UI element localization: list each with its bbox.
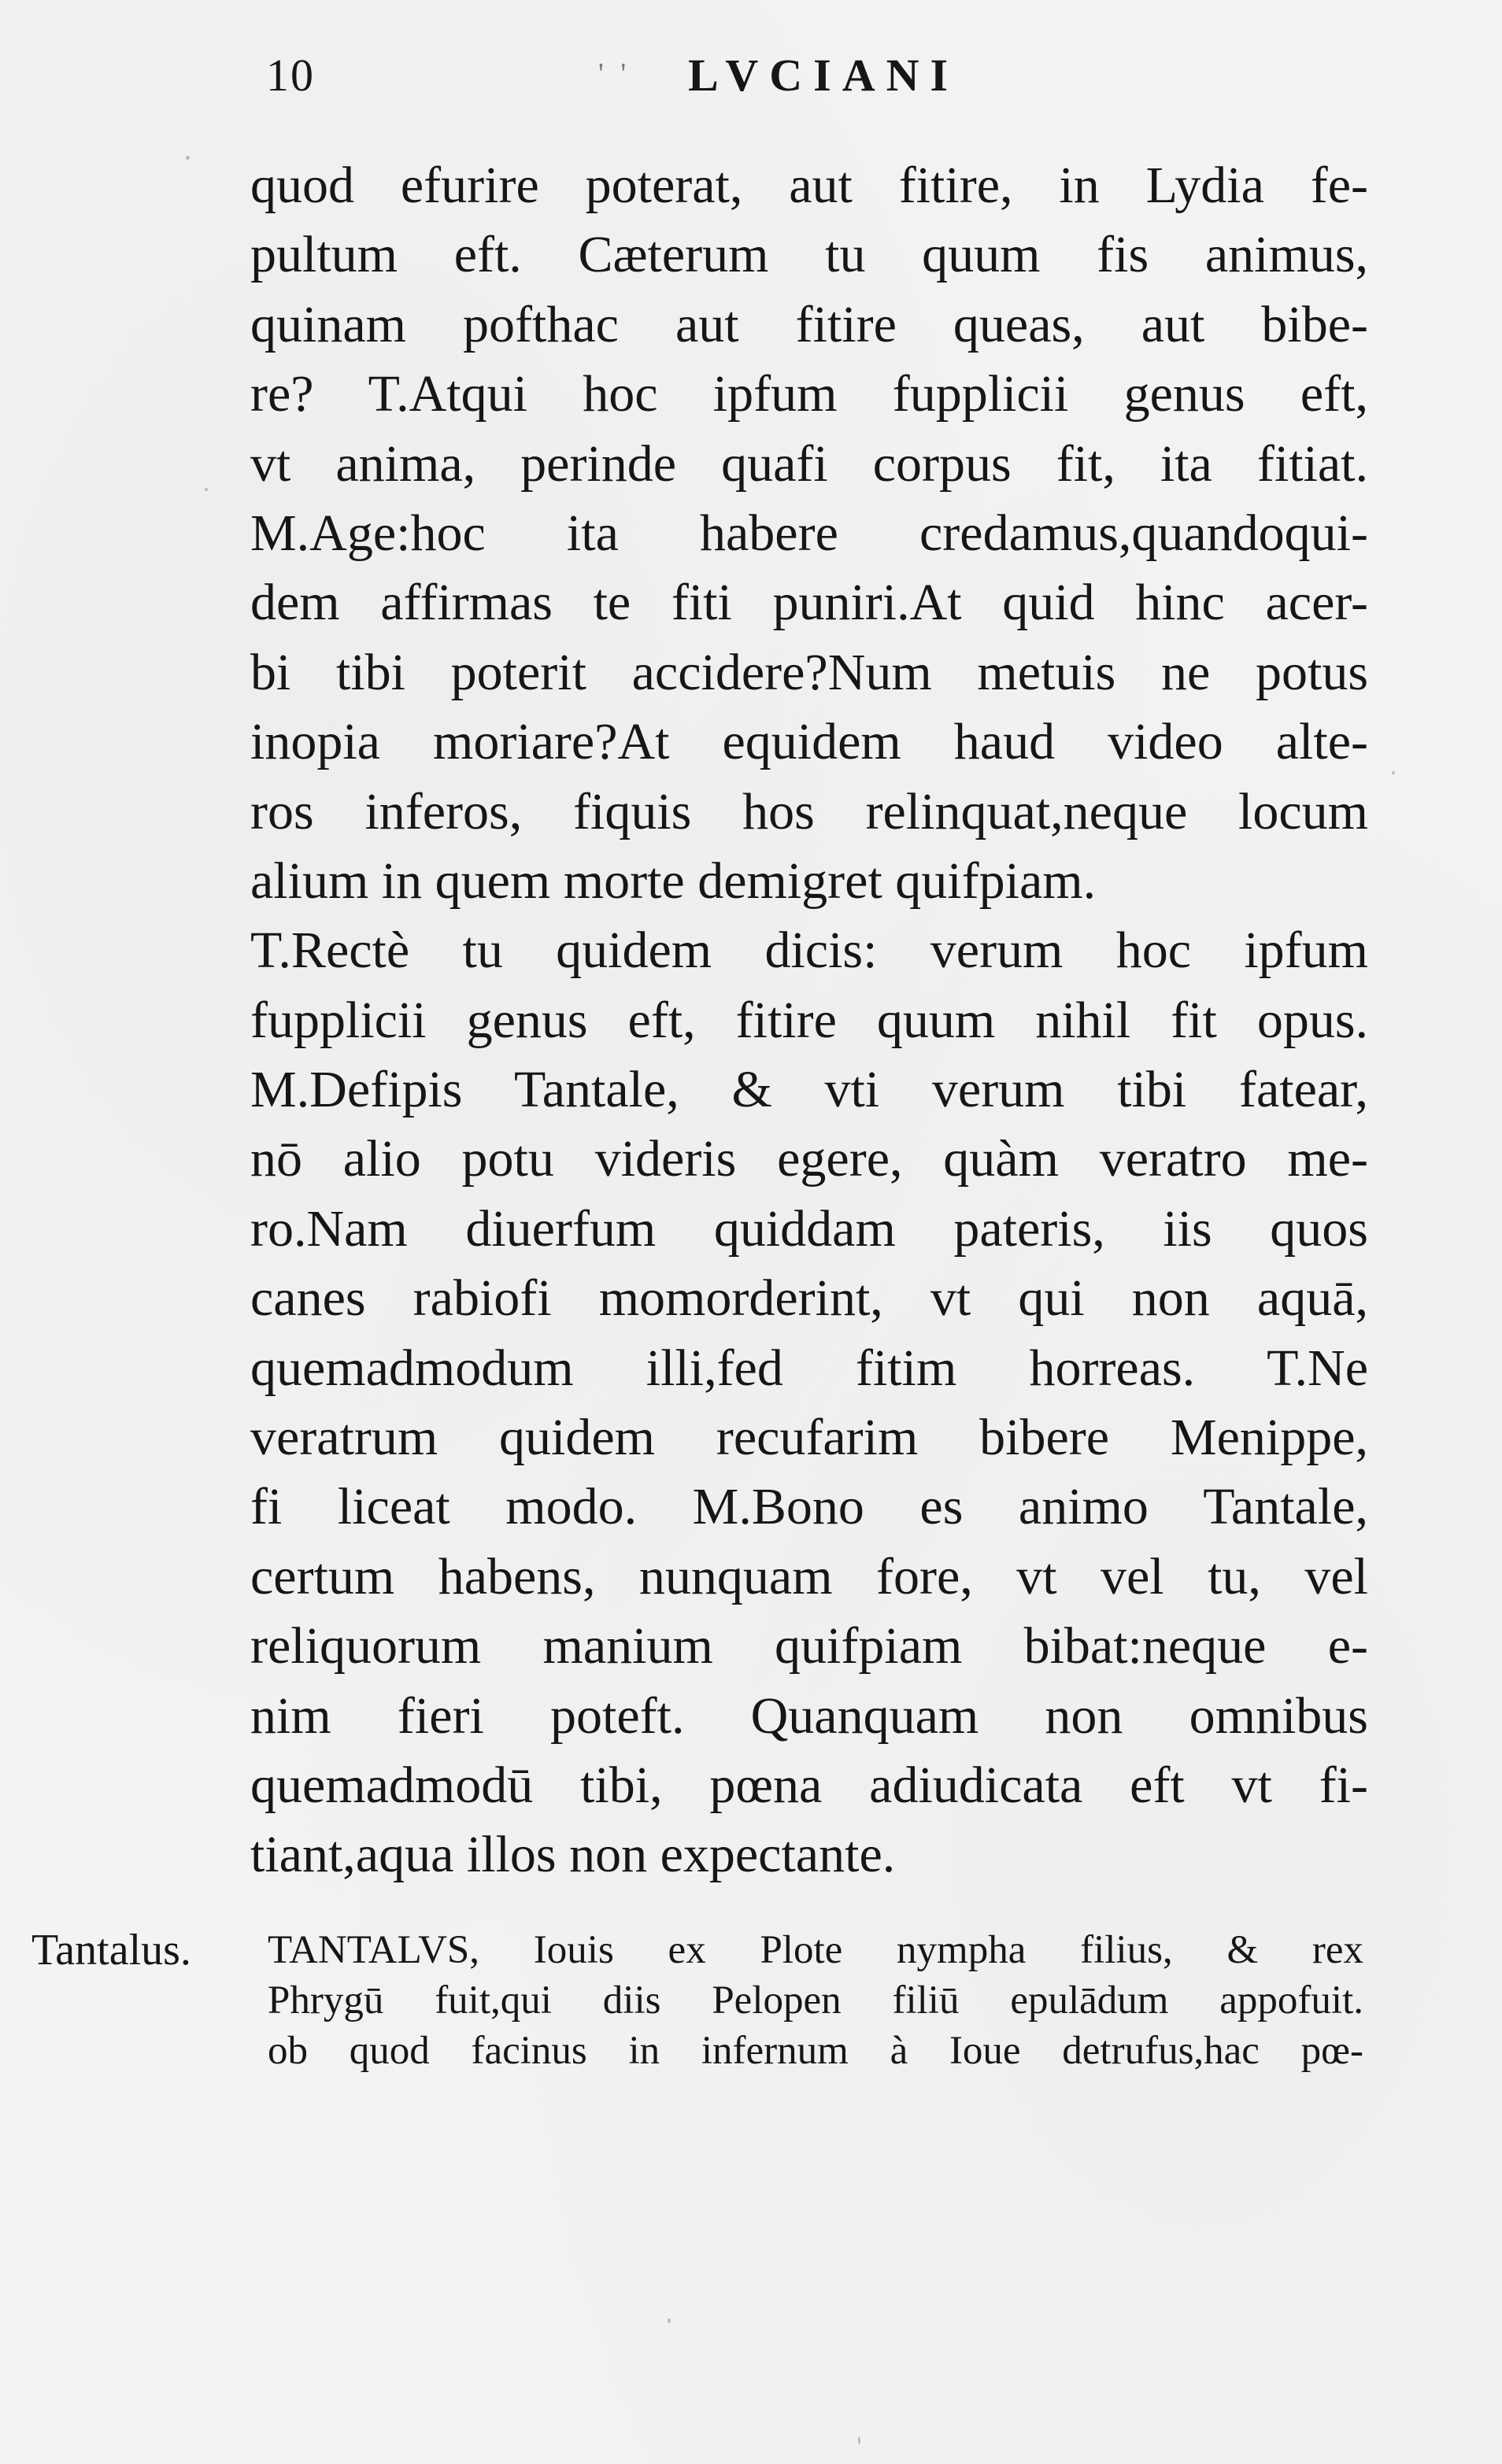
text-line: ros inferos, fiquis hos relinquat,neque locum [250,782,1368,840]
running-title: LVCIANI [688,50,960,101]
text-line: alium in quem morte demigret quifpiam. [250,852,1097,910]
text-line: certum habens, nunquam fore, vt vel tu, vel [250,1547,1368,1605]
footnote-line: TANTALVS, Iouis ex Plote nympha filius, & rex [268,1928,1363,1972]
text-line: M.Defipis Tantale, & vti verum tibi fatear, [250,1061,1368,1119]
text-line: quemadmodum illi,fed fitim horreas. T.Ne [250,1339,1368,1397]
text-line: reliquorum manium quifpiam bibat:neque e- [250,1617,1368,1675]
text-line: dem affirmas te fiti puniri.At quid hinc acer- [250,574,1368,632]
header-marks: ' ' [598,57,631,91]
text-line: nō alio potu videris egere, quàm veratro me- [250,1130,1368,1188]
text-line: quinam pofthac aut fitire queas, aut bibe- [250,295,1368,353]
paper-speck [668,2318,671,2323]
paper-speck [1392,771,1395,774]
text-line: veratrum quidem recufarim bibere Menippe, [250,1409,1368,1467]
footnote-line: Phrygū fuit,qui diis Pelopen filiū epulādum appofuit. [268,1978,1363,2023]
main-text-block [250,151,1368,1890]
text-line: quemadmodū tibi, pœna adiudicata eft vt fi- [250,1756,1368,1814]
text-line: fupplicii genus eft, fitire quum nihil fit opus. [250,991,1368,1049]
text-line: tiant,aqua illos non expectante. [250,1826,896,1884]
paper-speck [205,488,208,491]
text-line: fi liceat modo. M.Bono es animo Tantale, [250,1478,1368,1536]
page-header [250,49,1352,112]
text-line: bi tibi poterit accidere?Num metuis ne potus [250,643,1368,701]
page-number: 10 [266,50,315,101]
paper-speck [858,2436,860,2444]
text-line: quod efurire poterat, aut fitire, in Lydia fe- [250,157,1368,214]
text-line: re? T.Atqui hoc ipfum fupplicii genus eft, [250,365,1368,423]
text-line: M.Age:hoc ita habere credamus,quandoqui- [250,504,1368,562]
footnote-line: ob quod facinus in infernum à Ioue detrufus,hac pœ- [268,2029,1363,2073]
paper-speck [186,156,190,160]
text-line: inopia moriare?At equidem haud video alte- [250,713,1368,771]
text-line: canes rabiofi momorderint, vt qui non aquā, [250,1269,1368,1328]
text-line: pultum eft. Cæterum tu quum fis animus, [250,226,1368,284]
text-line: T.Rectè tu quidem dicis: verum hoc ipfum [250,922,1368,980]
marginal-note: Tantalus. [31,1926,191,1975]
footnote-block [268,1925,1363,2076]
text-line: ro.Nam diuerfum quiddam pateris, iis quos [250,1199,1368,1258]
text-line: vt anima, perinde quafi corpus fit, ita fitiat. [250,434,1368,493]
text-line: nim fieri poteft. Quanquam non omnibus [250,1686,1368,1745]
